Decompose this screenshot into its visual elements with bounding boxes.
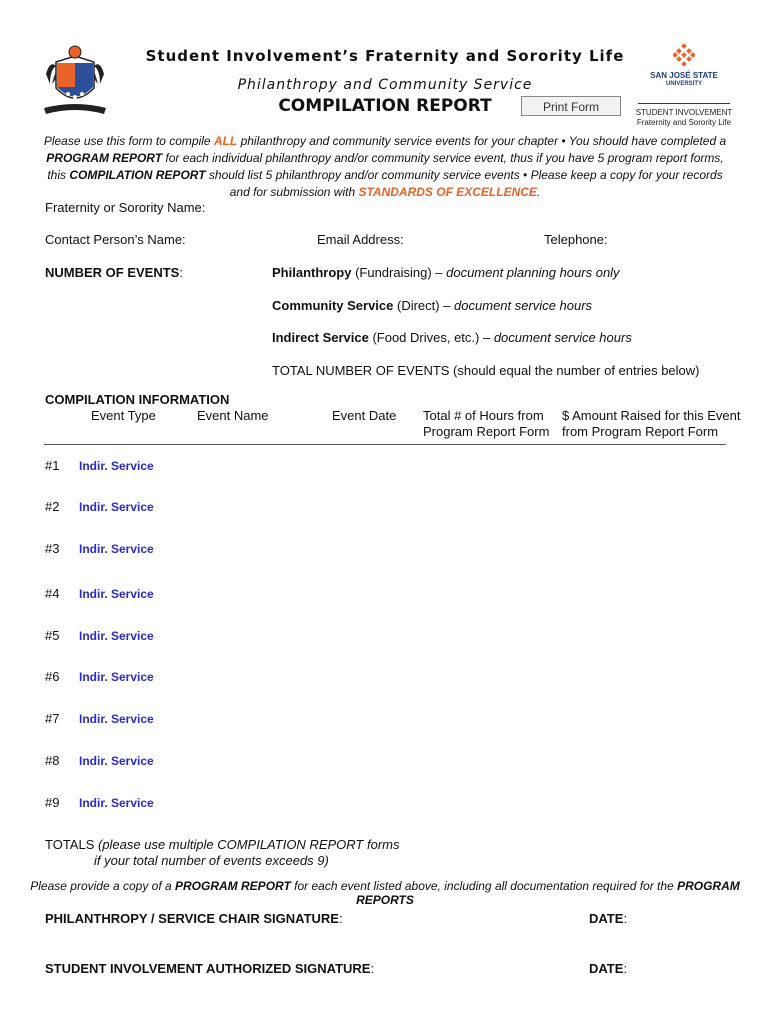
report-title: COMPILATION REPORT [278, 96, 492, 116]
intro-text: for each individual philanthropy and/or community service event, thus if you have 5 program report forms, this [47, 151, 724, 182]
community-service-line [272, 298, 592, 313]
print-form-button[interactable]: Print Form [521, 96, 621, 116]
chair-signature-colon: : [338, 911, 343, 926]
row-number: #1 [45, 458, 60, 473]
event-type-field[interactable]: Indir. Service [79, 587, 154, 601]
philanthropy-title: Philanthropy [272, 265, 352, 280]
event-type-field[interactable]: Indir. Service [79, 670, 154, 684]
authorized-signature-colon: : [370, 961, 375, 976]
sjsu-logo [632, 44, 736, 128]
authorized-signature-text: STUDENT INVOLVEMENT AUTHORIZED SIGNATURE [45, 961, 371, 976]
row-number: #4 [45, 586, 60, 601]
totals-note: (please use multiple COMPILATION REPORT forms [97, 837, 400, 852]
row-number: #8 [45, 753, 60, 768]
row-number: #9 [45, 795, 60, 810]
event-type-field[interactable]: Indir. Service [79, 542, 154, 556]
footer-note [30, 879, 740, 907]
event-type-field[interactable]: Indir. Service [79, 500, 154, 514]
col-event-type: Event Type [91, 408, 156, 423]
chair-date-text: DATE [589, 911, 624, 926]
totals-line [45, 837, 399, 852]
sjsu-mark-icon [673, 44, 695, 66]
chair-date-label [589, 911, 627, 926]
event-type-field[interactable]: Indir. Service [79, 459, 154, 473]
events-label-text: NUMBER OF EVENTS [45, 265, 180, 280]
footer-program-reports: PROGRAM REPORTS [356, 879, 740, 907]
intro-program-report: PROGRAM REPORT [46, 151, 163, 165]
totals-label: TOTALS [45, 837, 98, 852]
dept-name: STUDENT INVOLVEMENT [635, 108, 733, 117]
philanthropy-note: document planning hours only [446, 265, 620, 280]
authorized-date-text: DATE [589, 961, 624, 976]
intro-compilation-report: COMPILATION REPORT [69, 168, 206, 182]
university-sub: UNIVERSITY [665, 81, 702, 87]
indirect-desc: (Food Drives, etc.) – [368, 330, 494, 345]
logo-divider [638, 103, 730, 104]
col-hours-2: Program Report Form [423, 424, 550, 439]
event-type-field[interactable]: Indir. Service [79, 712, 154, 726]
chapter-name-label: Fraternity or Sorority Name: [45, 200, 206, 215]
email-label: Email Address: [317, 232, 404, 247]
total-events-label: TOTAL NUMBER OF EVENTS (should equal the number of entries below) [272, 363, 700, 378]
events-label-colon: : [179, 265, 183, 280]
header-divider [44, 444, 726, 445]
number-of-events-label [45, 265, 183, 280]
indirect-title: Indirect Service [272, 330, 369, 345]
contact-name-label: Contact Person’s Name: [45, 232, 186, 247]
footer-note-text: Please provide a copy of a [30, 879, 176, 893]
col-event-date: Event Date [332, 408, 397, 423]
intro-text: should list 5 philanthropy and/or community service events • Please keep a copy for your records and for submission with [205, 168, 723, 199]
col-hours-1: Total # of Hours from [423, 408, 544, 423]
chair-date-colon: : [623, 911, 628, 926]
intro-all: ALL [213, 134, 238, 148]
row-number: #6 [45, 669, 60, 684]
col-event-name: Event Name [197, 408, 269, 423]
authorized-date-label [589, 961, 627, 976]
footer-program-report: PROGRAM REPORT [175, 879, 291, 893]
form-title: Student Involvement’s Fraternity and Sorority Life [145, 47, 625, 65]
intro-text: . [536, 185, 541, 199]
indirect-service-line [272, 330, 632, 345]
community-desc: (Direct) – [393, 298, 455, 313]
philanthropy-line [272, 265, 620, 280]
intro-standards: STANDARDS OF EXCELLENCE [358, 185, 537, 199]
community-note: document service hours [454, 298, 593, 313]
philanthropy-desc: (Fundraising) – [351, 265, 447, 280]
event-type-field[interactable]: Indir. Service [79, 629, 154, 643]
row-number: #3 [45, 541, 60, 556]
university-name: SAN JOSÉ STATE [650, 71, 718, 80]
row-number: #7 [45, 711, 60, 726]
authorized-signature-label [45, 961, 374, 976]
telephone-label: Telephone: [544, 232, 608, 247]
authorized-date-colon: : [623, 961, 628, 976]
footer-note-text: for each event listed above, including all documentation required for the [290, 879, 678, 893]
totals-note-2: if your total number of events exceeds 9) [94, 853, 329, 868]
chair-signature-text: PHILANTHROPY / SERVICE CHAIR SIGNATURE [45, 911, 339, 926]
intro-paragraph [36, 133, 734, 201]
col-amount-2: from Program Report Form [562, 424, 719, 439]
intro-text: philanthropy and community service events for your chapter • You should have completed a [237, 134, 727, 148]
row-number: #5 [45, 628, 60, 643]
row-number: #2 [45, 499, 60, 514]
dept-sub: Fraternity and Sorority Life [636, 118, 732, 127]
chair-signature-label [45, 911, 343, 926]
event-type-field[interactable]: Indir. Service [79, 754, 154, 768]
community-title: Community Service [272, 298, 394, 313]
compilation-heading: COMPILATION INFORMATION [45, 392, 230, 407]
indirect-note: document service hours [493, 330, 632, 345]
form-subtitle: Philanthropy and Community Service [237, 77, 533, 93]
intro-text: Please use this form to compile [43, 134, 214, 148]
col-amount-1: $ Amount Raised for this Event [562, 408, 741, 423]
event-type-field[interactable]: Indir. Service [79, 796, 154, 810]
